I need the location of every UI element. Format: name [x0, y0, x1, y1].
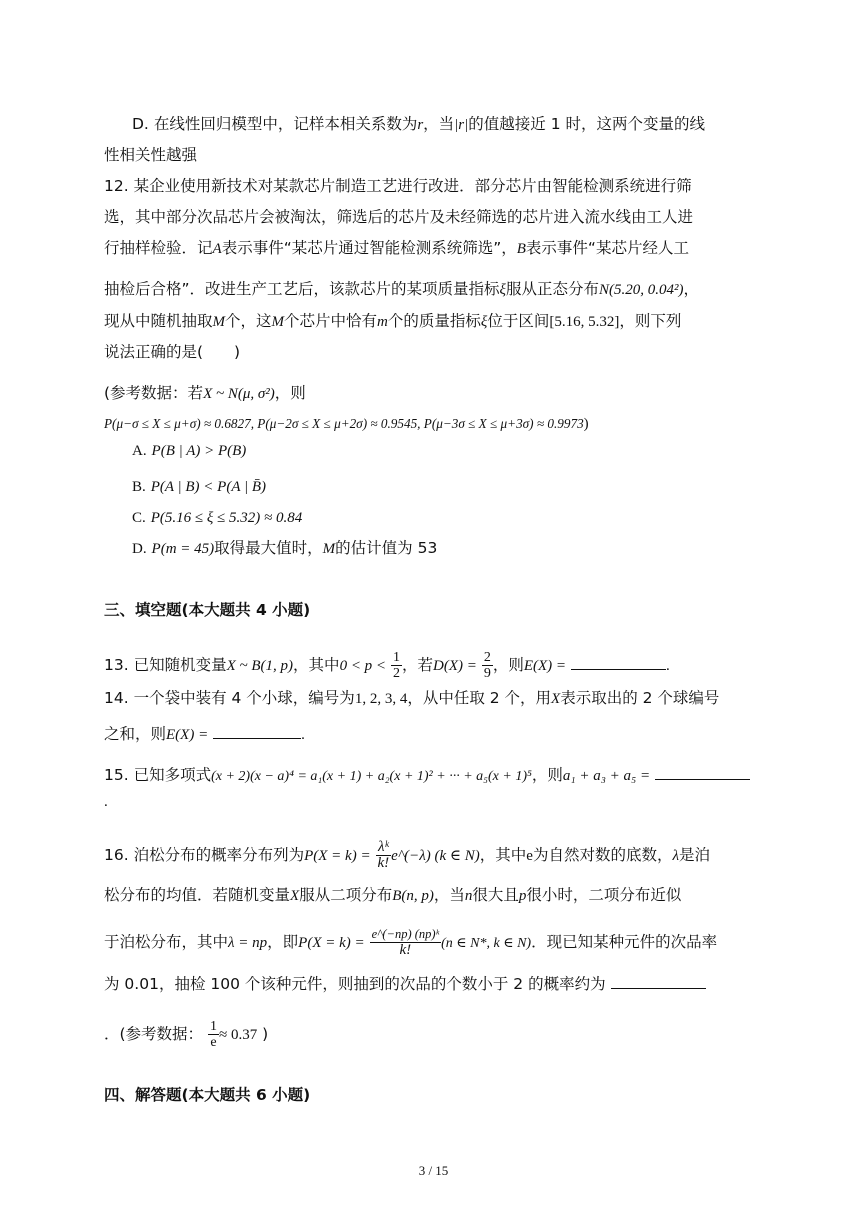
text: . [665, 658, 670, 674]
math-expr: ≈ 0.37 [219, 1027, 258, 1043]
math-var: X [290, 888, 300, 904]
q16-line3 [104, 920, 717, 964]
math-expr: E(X) = [523, 658, 567, 674]
math-expr: (n ∈ N*, k ∈ N) [441, 936, 532, 951]
math-expr: P(X = k) = [298, 935, 365, 951]
option-label: D. [132, 115, 149, 133]
math-expr: 1, 2, 3, 4 [354, 691, 408, 707]
math-var: p [518, 888, 527, 904]
page-number: 3 / 15 [418, 1163, 449, 1178]
math-expr: X ~ N(μ, σ²) [203, 386, 275, 402]
math-var: e [526, 848, 533, 864]
fraction-denominator: k! [377, 855, 390, 871]
math-var: B [516, 241, 526, 257]
text: 说法正确的是( ) [104, 343, 241, 361]
math-expr: X ~ B(1, p) [226, 658, 294, 674]
text: 在线性回归模型中，记样本相关系数为 [153, 115, 418, 133]
math-var: ξ [499, 282, 506, 298]
q12-line1 [104, 176, 692, 196]
math-expr: a₁ + a₃ + a₅ = [562, 768, 651, 784]
text: 很小时，二项分布近似 [526, 886, 682, 904]
fraction [482, 650, 493, 681]
text: 一个袋中装有 4 个小球，编号为 [133, 689, 355, 707]
q16-line2 [104, 885, 681, 906]
math-expr: B(n, p) [392, 888, 434, 904]
fraction [391, 650, 402, 681]
fraction-numerator: e^(−np) (np)ᵏ [371, 927, 440, 941]
math-expr: 0 < p < [339, 658, 387, 674]
text: 表示事件“某芯片经人工 [525, 239, 689, 257]
q16-line5 [104, 1012, 268, 1056]
question-number: 12. [104, 177, 129, 195]
text: ，其中 [293, 656, 340, 674]
text: 表示事件“某芯片通过智能检测系统筛选”， [221, 239, 517, 257]
question-number: 14. [104, 689, 129, 707]
text: ，则下列 [619, 312, 682, 330]
math-var: m [377, 314, 388, 330]
q16-line4 [104, 972, 706, 994]
fraction-numerator: 1 [393, 650, 400, 665]
math-expr: P(X = k) = [304, 848, 371, 864]
text: 某企业使用新技术对某款芯片制造工艺进行改进．部分芯片由智能检测系统进行筛 [133, 177, 692, 195]
text: 服从二项分布 [299, 886, 393, 904]
text: 选，其中部分次品芯片会被淘汰，筛选后的芯片及未经筛选的芯片进入流水线由工人进 [104, 208, 694, 226]
text: 松分布的均值．若随机变量 [104, 886, 291, 904]
q12-reference-line [104, 383, 306, 404]
q12-option-d [132, 538, 437, 559]
text: 已知随机变量 [133, 656, 227, 674]
fraction [376, 840, 392, 871]
text: 很大且 [472, 886, 519, 904]
text: ) [583, 416, 589, 432]
math-var: ξ [480, 314, 488, 330]
option-label: B. [132, 479, 146, 495]
q12-option-c [132, 507, 302, 528]
q13-line [104, 645, 670, 685]
math-expr: e^(−λ) (k ∈ N) [391, 848, 480, 864]
text: ) [262, 1025, 269, 1043]
fraction [208, 1019, 219, 1050]
math-var: λ [672, 848, 679, 864]
section-3-heading: 三、填空题(本大题共 4 小题) [104, 601, 311, 619]
q12-option-b [132, 476, 266, 497]
text: ，当 [433, 886, 465, 904]
fraction-numerator: 1 [210, 1019, 217, 1034]
fraction-denominator: 2 [393, 666, 400, 681]
text: ．(参考数据： [104, 1025, 204, 1043]
text: 个芯片中恰有 [284, 312, 378, 330]
text: ，则 [531, 766, 563, 784]
fraction-numerator: 2 [483, 650, 491, 665]
q12-line6 [104, 342, 240, 362]
answer-blank[interactable] [655, 763, 750, 780]
fraction-denominator: k! [399, 942, 412, 958]
text: 行抽样检验．记 [104, 239, 213, 257]
math-expr: P(m = 45) [151, 541, 215, 557]
fraction-numerator: λᵏ [377, 839, 389, 855]
option-label: D. [132, 541, 147, 557]
text: 于泊松分布，其中 [104, 933, 229, 951]
q12-reference-formula [104, 414, 589, 435]
text: ，则 [274, 384, 306, 402]
text: 之和，则 [104, 725, 167, 743]
fraction [370, 927, 442, 958]
text: 取得最大值时， [214, 539, 323, 557]
text: 泊松分布的概率分布列为 [133, 846, 305, 864]
text: ，从中任取 2 个，用 [407, 689, 552, 707]
math-expr: E(X) = [166, 727, 209, 743]
text: 位于区间 [487, 312, 550, 330]
q11-option-d-line1 [132, 114, 705, 135]
question-number: 13. [104, 656, 129, 674]
math-expr: (x + 2)(x − a)⁴ = a₁(x + 1) + a₂(x + 1)² + ··· + a₅(x + 1)⁵ [211, 769, 532, 784]
q12-line4 [104, 279, 699, 300]
text: ，则 [492, 656, 524, 674]
math-var: A [212, 241, 222, 257]
text: 表示取出的 2 个球编号 [560, 689, 720, 707]
question-number: 15. [104, 766, 129, 784]
q15-end: . [104, 794, 108, 810]
math-var: X [551, 691, 561, 707]
q15-line [104, 763, 750, 787]
text: 为 0.01，抽检 100 个该种元件，则抽到的次品的个数小于 2 的概率约为 [104, 975, 606, 993]
text: ．现已知某种元件的次品率 [531, 933, 718, 951]
text: ， [683, 280, 700, 298]
math-var: M [322, 541, 336, 557]
text: 抽检后合格”．改进生产工艺后，该款芯片的某项质量指标 [104, 280, 500, 298]
fraction-denominator: 9 [483, 666, 491, 681]
text: 个，这 [225, 312, 272, 330]
math-expr: P(A | B) < P(A | B̄) [150, 479, 266, 495]
answer-blank[interactable] [571, 653, 666, 670]
option-label: A. [132, 443, 147, 459]
text: ，当 [423, 115, 455, 133]
q12-line2 [104, 207, 693, 227]
math-expr: P(5.16 ≤ ξ ≤ 5.32) ≈ 0.84 [150, 510, 303, 526]
text: 个的质量指标 [387, 312, 481, 330]
math-expr: [5.16, 5.32] [549, 314, 620, 330]
q12-line5 [104, 311, 681, 332]
answer-blank[interactable] [213, 722, 301, 739]
fraction-denominator: e [210, 1035, 217, 1050]
section-4-heading: 四、解答题(本大题共 6 小题) [104, 1086, 311, 1104]
q12-option-a [132, 440, 246, 461]
text: 现从中随机抽取 [104, 312, 213, 330]
math-expr: P(B | A) > P(B) [151, 443, 247, 459]
q11-option-d-line2 [104, 145, 197, 165]
math-var: |r| [454, 117, 469, 133]
math-expr: D(X) = [433, 658, 477, 674]
text: (参考数据：若 [104, 384, 204, 402]
question-number: 16. [104, 846, 129, 864]
text: 为自然对数的底数， [532, 846, 673, 864]
text: 的值越接近 1 时，这两个变量的线 [468, 115, 705, 133]
answer-blank[interactable] [611, 972, 706, 989]
text: ，其中 [479, 846, 527, 864]
text: 性相关性越强 [104, 146, 198, 164]
q12-line3 [104, 238, 689, 259]
text: . [301, 727, 305, 743]
option-label: C. [132, 510, 146, 526]
q14-line1 [104, 688, 719, 709]
q14-line2 [104, 722, 305, 745]
math-expr: N(5.20, 0.04²) [599, 282, 684, 298]
q16-line1 [104, 833, 710, 877]
text: ，若 [402, 656, 434, 674]
math-var: n [464, 888, 473, 904]
text: 的估计值为 53 [335, 539, 438, 557]
math-expr: λ = np [228, 935, 268, 951]
math-expr: P(μ−σ ≤ X ≤ μ+σ) ≈ 0.6827, P(μ−2σ ≤ X ≤ μ+2σ) ≈ 0.9545, P(μ−3σ ≤ X ≤ μ+3σ) ≈ 0.9973 [104, 416, 584, 431]
text: 服从正态分布 [505, 280, 599, 298]
math-var: r [417, 117, 424, 133]
text: ，即 [267, 933, 299, 951]
math-var: M [212, 314, 226, 330]
text: 已知多项式 [133, 766, 212, 784]
math-var: M [271, 314, 285, 330]
text: 是泊 [678, 846, 710, 864]
